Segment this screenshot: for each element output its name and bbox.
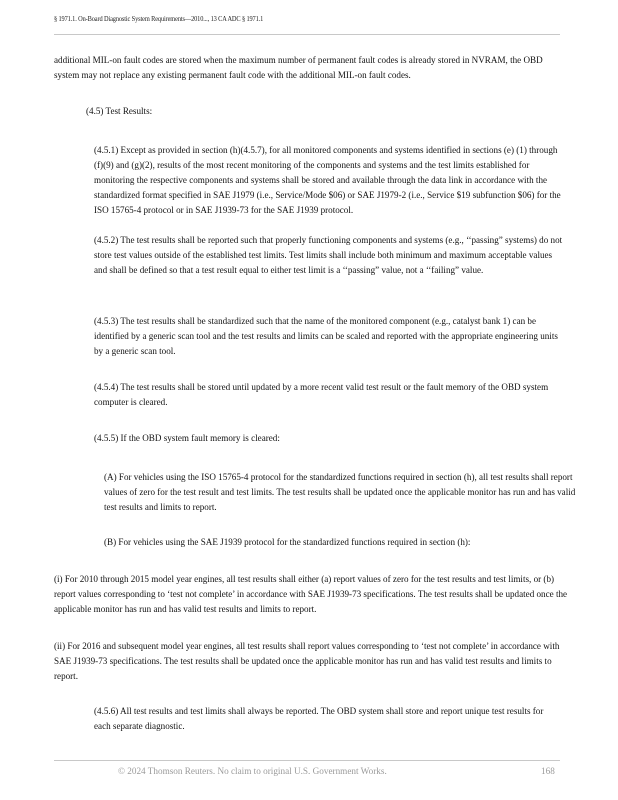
paragraph-4-5-5-B: (B) For vehicles using the SAE J1939 protocol for the standardized functions required in section (h): — [104, 537, 471, 547]
paragraph-4-5-2: (4.5.2) The test results shall be reported such that properly functioning components and systems (e.g., ‘‘passing” systems) do not store test values outside of the established test limits. Test limits shall include both minimum and maximum acceptable values and shall be defined so that a test result equal to either test limit is a ‘‘passing” value, not a ‘‘failing” value. — [94, 235, 563, 275]
paragraph-4-5-1: (4.5.1) Except as provided in section (h)(4.5.7), for all monitored components and systems identified in sections (e) (1) through (f)(9) and (g)(2), results of the most recent monitoring of the components and systems and the test limits established for monitoring the respective components and systems shall be stored and available through the data link in accordance with the standardized format specified in SAE J1979 (i.e., Service/Mode $06) or SAE J1979-2 (i.e., Service $19 subfunction $06) for the ISO 15765-4 protocol or in SAE J1939-73 for the SAE J1939 protocol. — [94, 145, 561, 215]
running-header: § 1971.1. On-Board Diagnostic System Requirements—2010..., 13 CA ADC § 1971.1 — [54, 14, 264, 23]
paragraph-4-5-5-B-i: (i) For 2010 through 2015 model year engines, all test results shall either (a) report values of zero for the test results and test limits, or (b) report values corresponding to ‘test not complete’ in accordance with SAE J1939-73 specifications. The test results shall be updated once the applicable monitor has run and has valid test results and limits to report. — [54, 574, 568, 614]
paragraph-4-5-3: (4.5.3) The test results shall be standardized such that the name of the monitored component (e.g., catalyst bank 1) can be identified by a generic scan tool and the test results and limits can be scaled and reported with the appropriate engineering units by a generic scan tool. — [94, 316, 558, 356]
paragraph-4-5-6: (4.5.6) All test results and test limits shall always be reported. The OBD system shall store and report unique test results for each separate diagnostic. — [94, 706, 544, 731]
footer-copyright: © 2024 Thomson Reuters. No claim to original U.S. Government Works. — [118, 766, 387, 776]
page-number: 168 — [541, 766, 555, 776]
heading-4-5-test-results: (4.5) Test Results: — [86, 106, 153, 116]
paragraph-4-5-5-A: (A) For vehicles using the ISO 15765-4 protocol for the standardized functions required in section (h), all test results shall report values of zero for the test result and test limits. The test results shall be updated once the applicable monitor has run and has valid test results and limits to report. — [104, 472, 576, 512]
paragraph-4-5-5: (4.5.5) If the OBD system fault memory is cleared: — [94, 433, 280, 443]
footer-divider — [54, 760, 560, 761]
paragraph-4-5-5-B-ii: (ii) For 2016 and subsequent model year engines, all test results shall report values corresponding to ‘test not complete’ in accordance with SAE J1939-73 specifications. The test results shall be updated once the applicable monitor has run and has valid test results and limits to report. — [54, 641, 560, 681]
header-divider — [54, 34, 560, 35]
paragraph-4-5-4: (4.5.4) The test results shall be stored until updated by a more recent valid test result or the fault memory of the OBD system computer is cleared. — [94, 382, 549, 407]
paragraph-intro: additional MIL-on fault codes are stored when the maximum number of permanent fault codes is already stored in NVRAM, the OBD system may not replace any existing permanent fault code with the additional MIL-on fault codes. — [54, 55, 543, 80]
